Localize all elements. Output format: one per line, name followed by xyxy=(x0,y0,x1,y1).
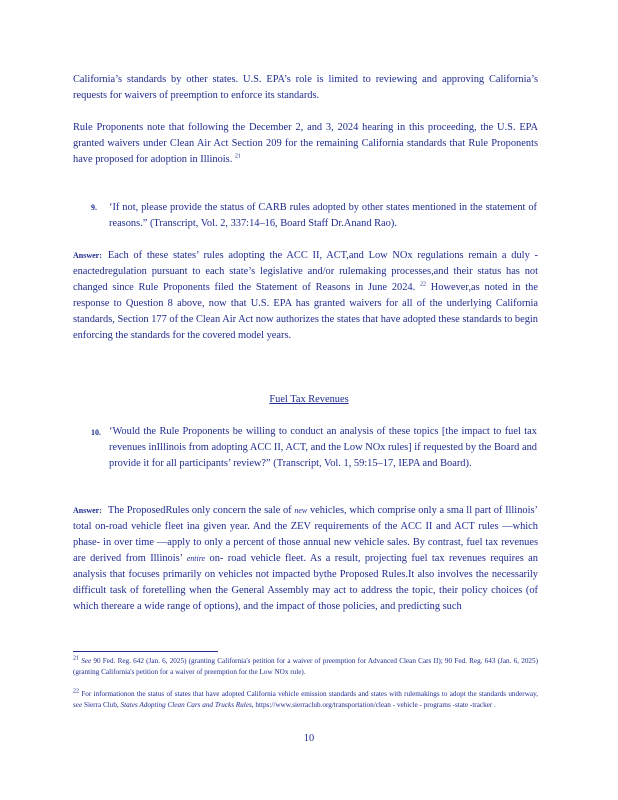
emphasis-entire: entire xyxy=(186,554,206,563)
footnote-22-number: 22 xyxy=(73,688,79,695)
footnote-22-org: Sierra Club, xyxy=(83,701,119,709)
question-10-text: ‘Would the Rule Proponents be willing to conduct an analysis of these topics [the impact to fuel tax revenues inIllinois from adopting ACC II, ACT, and the Low NOx rules] if requested by the Board and provide it for all participants’ review?” (Transcript, Vol. 1, 59:15–17, IEPA and Board). xyxy=(109,426,537,469)
question-10-number: 10. xyxy=(91,428,101,437)
footnote-22-see: see xyxy=(73,701,83,709)
footnote-22-text: For informationon the status of states that have adopted California vehicle emission standards and states with rulemakings to adopt the standards underway, xyxy=(81,690,539,698)
footnote-21 xyxy=(73,656,538,678)
footnote-22 xyxy=(73,689,538,711)
answer-9-text-b: However,as noted in the response to Question 8 above, now that U.S. EPA has granted waivers for all of the underlying California standards, Section 177 of the Clean Air Act now authorizes the states that have adopted these standards to begin enforcing the standards for the covered model years. xyxy=(73,282,538,341)
question-9-text: ‘If not, please provide the status of CARB rules adopted by other states mentioned in the statement of reasons.” (Transcript, Vol. 2, 337:14–16, Board Staff Dr.Anand Rao). xyxy=(109,202,537,229)
page-number: 10 xyxy=(303,733,315,744)
answer-10-text-1: The ProposedRules only concern the sale of xyxy=(107,505,292,516)
paragraph-rule-proponents xyxy=(73,120,538,168)
question-9-number: 9. xyxy=(91,203,97,212)
answer-9-text-a: Each of these states’ rules adopting the ACC II, ACT,and Low NOx regulations remain a duly -enactedregulation pursuant to each state’s legislative and/or rulemaking processes,and their status has not changed since Rule Proponents filed the Statement of Reasons in June 2024. xyxy=(73,250,538,293)
answer-10-text-2: vehicles, which comprise only a sma ll part of Illinois’ total on-road vehicle fleet ina given year. And the ZEV requirements of the ACC II and ACT rules —which phase- in over time —apply to only a percent of those annual new vehicle sales. By contrast, fuel tax revenues are derived from Illinois’ xyxy=(73,505,538,564)
paragraph-preemption: California’s standards by other states. U.S. EPA’s role is limited to reviewing and approving California’s requests for waivers of preemption to enforce its standards. xyxy=(73,74,538,101)
footnote-21-text: 90 Fed. Reg. 642 (Jan. 6, 2025) (granting California's petition for a waiver of preemption for Advanced Clean Cars II); 90 Fed. Reg. 643 (Jan. 6, 2025) (granting California's petition for a waiver of preemption for the Low NOx rule). xyxy=(73,657,538,676)
emphasis-new: new xyxy=(294,506,308,515)
section-heading: Fuel Tax Revenues xyxy=(269,394,349,405)
footnote-22-url[interactable]: https://www.sierraclub.org/transportation/clean - vehicle - programs -state -tracker . xyxy=(255,701,496,709)
answer-label: Answer: xyxy=(73,251,102,260)
footnote-21-see: See xyxy=(81,657,92,665)
footnote-ref-22[interactable]: 22 xyxy=(420,281,426,288)
answer-10-text-3: on- road vehicle fleet. As a result, projecting fuel tax revenues requires an analysis that focuses primarily on vehicles not impacted bythe Proposed Rules.It also involves the necessarily difficult task of foretelling when the General Assembly may act to address the topic, their policy choices (of which thereare a wide range of options), and the impact of those policies, and predicting such xyxy=(73,553,538,612)
footnote-22-title: States Adopting Clean Cars and Trucks Rules xyxy=(120,701,252,709)
answer-9 xyxy=(73,248,538,344)
footnote-21-number: 21 xyxy=(73,655,79,662)
paragraph-text: Rule Proponents note that following the December 2, and 3, 2024 hearing in this proceeding, the U.S. EPA granted waivers under Clean Air Act Section 209 for the remaining California standards that Rule Proponents have proposed for adoption in Illinois. xyxy=(73,122,538,165)
footnote-22-comma: , xyxy=(251,701,254,709)
answer-label: Answer: xyxy=(73,506,102,515)
footnote-ref-21[interactable]: 21 xyxy=(234,153,241,160)
answer-10 xyxy=(73,503,538,615)
footnote-divider xyxy=(73,651,218,652)
